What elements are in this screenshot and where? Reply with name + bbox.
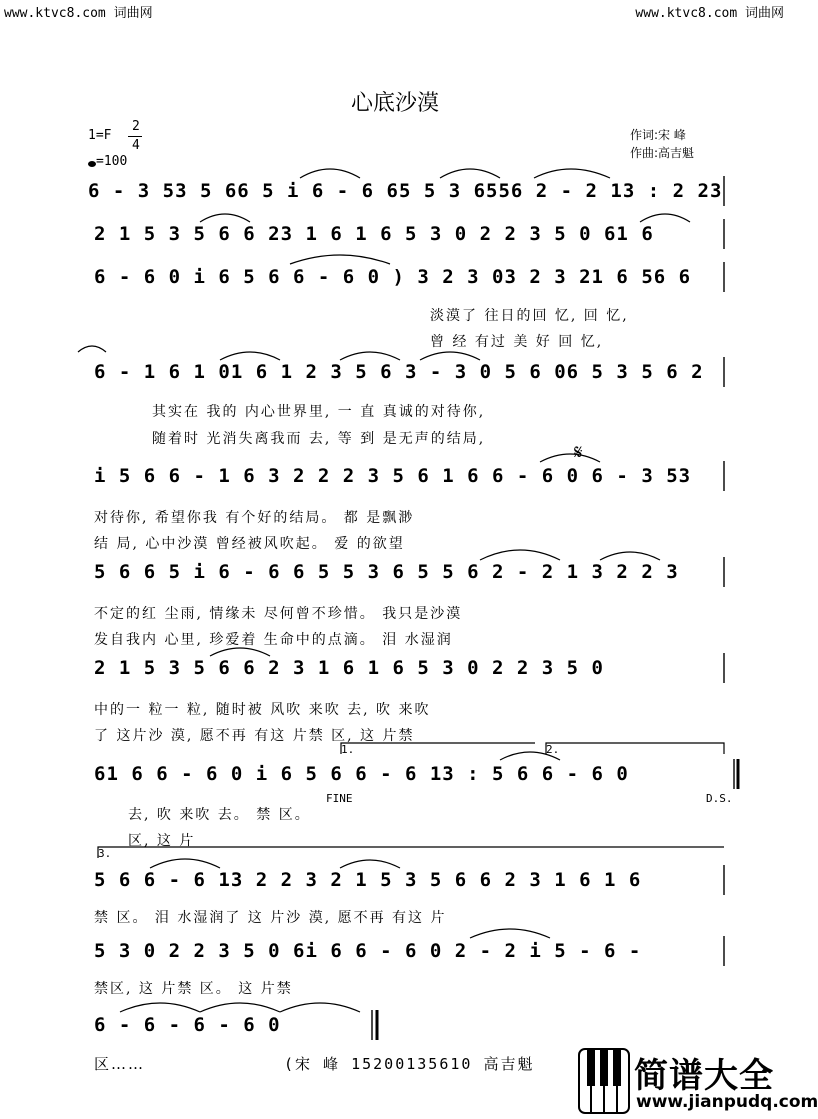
slur	[480, 550, 560, 560]
slur	[200, 214, 250, 222]
lyric-row-3-verse-2: 曾 经 有过 美 好 回 忆,	[430, 334, 604, 350]
lyric-row-4-verse-2: 随着时 光消失离我而 去, 等 到 是无声的结局,	[152, 431, 486, 447]
notation-row-11: 6 - 6 - 6 - 6 0	[94, 1014, 281, 1036]
volta-1-label: 1.	[341, 743, 355, 756]
slur	[150, 859, 220, 868]
final-lyric: 区……	[94, 1055, 146, 1073]
volta-1-bracket	[341, 743, 535, 754]
notation-row-10: 5 3 0 2 2 3 5 0 6i 6 6 - 6 0 2 - 2 i 5 - 6 -	[94, 940, 642, 962]
logo-url[interactable]: www.jianpudq.com	[636, 1092, 818, 1112]
volta-2-bracket	[546, 743, 724, 754]
lyric-row-7-verse-1: 中的一 粒一 粒, 随时被 风吹 来吹 去, 吹 来吹	[94, 702, 431, 718]
piano-keys-icon	[578, 1048, 630, 1114]
site-header-right[interactable]: www.ktvc8.com 词曲网	[635, 6, 784, 21]
slur	[500, 752, 560, 760]
slur	[534, 169, 610, 178]
slur	[470, 929, 550, 938]
lyric-row-10: 禁区, 这 片禁 区。 这 片禁	[94, 981, 293, 997]
slur	[300, 169, 360, 178]
volta-2-label: 2.	[546, 743, 560, 756]
lyric-row-3-verse-1: 淡漠了 往日的回 忆, 回 忆,	[430, 308, 629, 324]
notation-row-8: 61 6 6 - 6 0 i 6 5 6 6 - 6 13 : 5 6 6 - 6 0	[94, 763, 629, 785]
key-signature: 1=F	[88, 128, 112, 143]
composer-credit: 作曲:高吉魁	[630, 146, 695, 160]
time-signature-top: 2	[132, 119, 140, 134]
volta-3-bracket	[98, 847, 724, 858]
slur	[78, 346, 106, 352]
slur	[220, 352, 280, 360]
lyric-row-8-verse-1: 去, 吹 来吹 去。 禁 区。	[128, 807, 311, 823]
song-title: 心底沙漠	[350, 91, 439, 116]
volta-3-label: 3.	[98, 847, 112, 860]
logo-text: 简谱大全	[634, 1056, 774, 1096]
site-header-left[interactable]: www.ktvc8.com 词曲网	[4, 6, 153, 21]
lyric-row-8-verse-2: 区, 这 片	[128, 833, 196, 849]
notation-row-7: 2 1 5 3 5 6 6 2 3 1 6 1 6 5 3 0 2 2 3 5 0	[94, 657, 604, 679]
tempo-value: =100	[96, 154, 128, 169]
slur	[600, 552, 660, 560]
notation-row-2: 2 1 5 3 5 6 6 23 1 6 1 6 5 3 0 2 2 3 5 0 61 6	[94, 223, 654, 245]
lyric-row-5-verse-2: 结 局, 心中沙漠 曾经被风吹起。 爱 的欲望	[94, 536, 405, 552]
notation-row-6: 5 6 6 5 i 6 - 6 6 5 5 3 6 5 5 6 2 - 2 1 3 2 2 3	[94, 561, 679, 583]
lyric-row-9: 禁 区。 泪 水湿润了 这 片沙 漠, 愿不再 有这 片	[94, 910, 447, 926]
notation-row-9: 5 6 6 - 6 13 2 2 3 2 1 5 3 5 6 6 2 3 1 6 1 6	[94, 869, 642, 891]
notation-row-3: 6 - 6 0 i 6 5 6 6 - 6 0 ) 3 2 3 03 2 3 21 6 56 6	[94, 266, 692, 288]
slur	[200, 1003, 280, 1012]
slur	[120, 1003, 200, 1012]
site-logo[interactable]	[578, 1046, 818, 1116]
notation-row-5: i 5 6 6 - 1 6 3 2 2 2 3 5 6 1 6 6 - 6 0 6 - 3 53	[94, 465, 692, 487]
contact-line: (宋 峰 15200135610 高吉魁	[284, 1055, 535, 1073]
lyric-row-5-verse-1: 对待你, 希望你我 有个好的结局。 都 是飘渺	[94, 510, 415, 526]
time-signature-bottom: 4	[132, 138, 140, 153]
slur	[290, 255, 390, 264]
fine-mark: FINE	[326, 792, 353, 805]
slur	[420, 352, 480, 360]
slur	[640, 214, 690, 222]
notation-row-4: 6 - 1 6 1 01 6 1 2 3 5 6 3 - 3 0 5 6 06 5 3 5 6 2	[94, 361, 704, 383]
slur	[280, 1003, 360, 1012]
lyricist-credit: 作词:宋 峰	[630, 128, 686, 142]
lyric-row-6-verse-1: 不定的红 尘雨, 情缘未 尽何曾不珍惜。 我只是沙漠	[94, 606, 463, 622]
notation-row-1: 6 - 3 53 5 66 5 i 6 - 6 65 5 3 6556 2 - 2 13 : 2 23	[88, 180, 723, 202]
lyric-row-4-verse-1: 其实在 我的 内心世界里, 一 直 真诚的对待你,	[152, 404, 486, 420]
lyric-row-6-verse-2: 发自我内 心里, 珍爱着 生命中的点滴。 泪 水湿润	[94, 632, 453, 648]
slur	[340, 352, 400, 360]
slur	[340, 860, 400, 868]
ds-mark: D.S.	[706, 792, 733, 805]
slur	[540, 454, 600, 462]
lyric-row-7-verse-2: 了 这片沙 漠, 愿不再 有这 片禁 区, 这 片禁	[94, 728, 415, 744]
segno-icon: 𝄋	[574, 440, 583, 464]
slur	[440, 169, 500, 178]
slur	[210, 648, 270, 656]
